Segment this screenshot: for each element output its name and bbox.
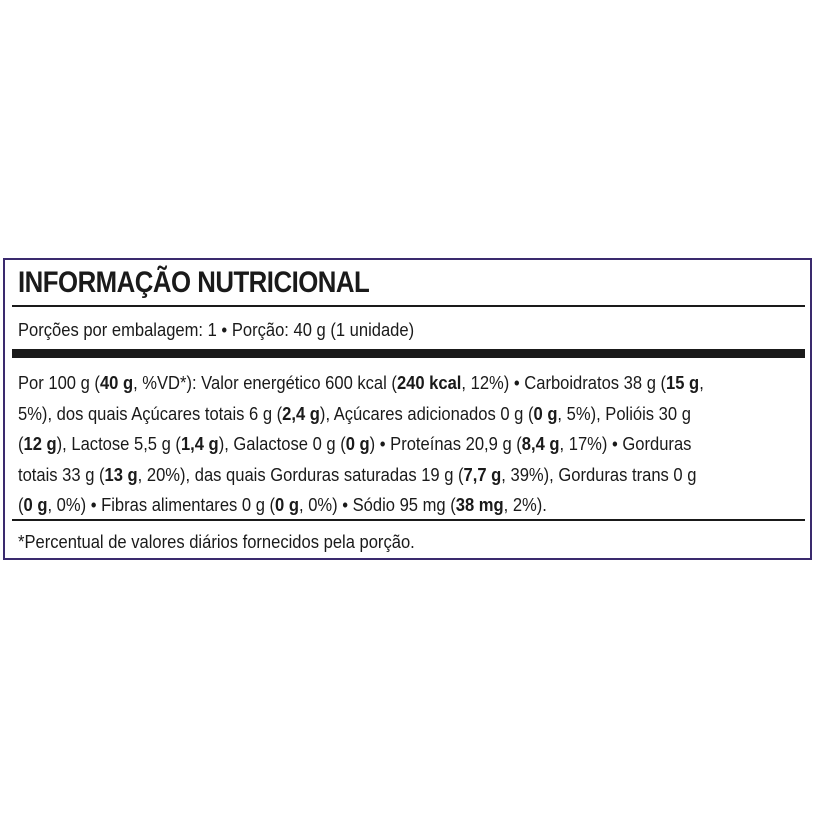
nutrient-portion-value: 0 g	[533, 403, 558, 424]
nutrient-portion-value: 40 g	[99, 373, 134, 393]
serving-info: Porções por embalagem: 1 • Porção: 40 g (1 unidade)	[18, 320, 415, 340]
nutrient-line: (0 g, 0%) • Fibras alimentares 0 g (0 g, 0%) • Sódio 95 mg (38 mg, 2%).	[18, 495, 547, 515]
nutrient-portion-value: 13 g	[104, 464, 138, 485]
nutrient-line: (12 g), Lactose 5,5 g (1,4 g), Galactose 0 g (0 g) • Proteínas 20,9 g (8,4 g, 17%) • Gorduras	[18, 434, 692, 454]
nutrition-label	[3, 258, 812, 560]
nutrient-portion-value: 8,4 g	[521, 434, 560, 454]
footnote-divider	[12, 519, 805, 521]
nutrient-portion-value: 38 mg	[455, 495, 504, 515]
nutrient-portion-value: 0 g	[23, 495, 48, 515]
nutrient-portion-value: 2,4 g	[282, 403, 320, 424]
serving-divider-thick	[12, 349, 805, 358]
nutrient-list	[18, 368, 805, 521]
label-title: INFORMAÇÃO NUTRICIONAL	[18, 266, 370, 299]
nutrient-line: 5%), dos quais Açúcares totais 6 g (2,4 g), Açúcares adicionados 0 g (0 g, 5%), Polióis 30 g	[18, 403, 691, 424]
nutrient-portion-value: 1,4 g	[180, 434, 219, 454]
nutrient-portion-value: 240 kcal	[396, 373, 462, 393]
nutrient-portion-value: 7,7 g	[463, 464, 502, 485]
nutrient-line: totais 33 g (13 g, 20%), das quais Gorduras saturadas 19 g (7,7 g, 39%), Gorduras trans 0 g	[18, 464, 697, 485]
nutrient-line: Por 100 g (40 g, %VD*): Valor energético 600 kcal (240 kcal, 12%) • Carboidratos 38 g (15 g,	[18, 373, 704, 393]
title-divider	[12, 305, 805, 307]
nutrient-portion-value: 15 g	[666, 373, 700, 393]
nutrient-portion-value: 12 g	[23, 434, 57, 454]
nutrient-portion-value: 0 g	[345, 434, 370, 454]
nutrient-portion-value: 0 g	[275, 495, 299, 515]
footnote: *Percentual de valores diários fornecidos pela porção.	[18, 532, 415, 552]
